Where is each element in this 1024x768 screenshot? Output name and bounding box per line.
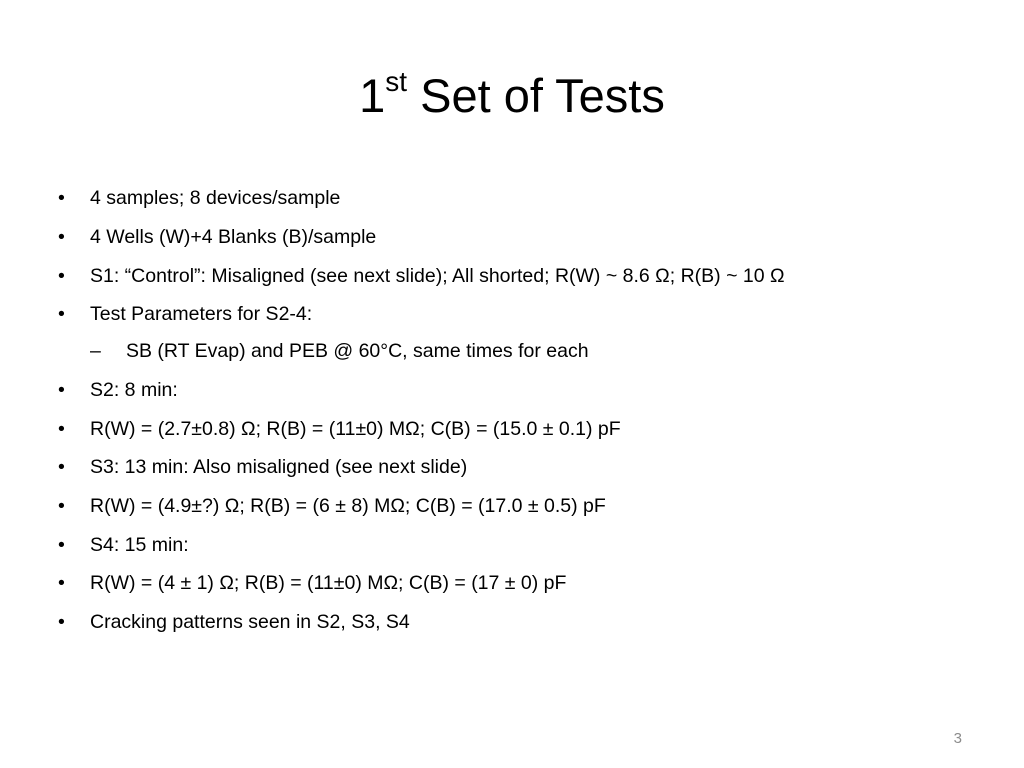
bullet-marker: • bbox=[58, 456, 65, 478]
bullet-marker: • bbox=[58, 611, 65, 633]
bullet-text: R(W) = (4 ± 1) Ω; R(B) = (11±0) MΩ; C(B) = (17 ± 0) pF bbox=[90, 572, 567, 594]
bullet-text: 4 Wells (W)+4 Blanks (B)/sample bbox=[90, 226, 377, 248]
bullet-text: S3: 13 min: Also misaligned (see next slide) bbox=[90, 456, 468, 478]
bullet-marker: • bbox=[58, 226, 65, 248]
bullet-text: Test Parameters for S2-4: bbox=[90, 303, 313, 325]
bullet-marker: • bbox=[58, 495, 65, 517]
bullet-marker: • bbox=[58, 418, 65, 440]
bullet-text: S2: 8 min: bbox=[90, 379, 178, 401]
slide-title-ordinal-suffix: st bbox=[385, 66, 408, 98]
bullet-marker: • bbox=[58, 303, 65, 325]
sub-bullet-text: SB (RT Evap) and PEB @ 60°C, same times for each bbox=[126, 340, 589, 362]
slide-title-number: 1 bbox=[359, 69, 386, 122]
slide-title-text: Set of Tests bbox=[407, 69, 665, 122]
bullet-text: Cracking patterns seen in S2, S3, S4 bbox=[90, 611, 410, 633]
bullet-marker: • bbox=[58, 265, 65, 287]
bullet-text: R(W) = (4.9±?) Ω; R(B) = (6 ± 8) MΩ; C(B) = (17.0 ± 0.5) pF bbox=[90, 495, 606, 517]
bullet-marker: • bbox=[58, 572, 65, 594]
bullet-text: S1: “Control”: Misaligned (see next slide); All shorted; R(W) ~ 8.6 Ω; R(B) ~ 10 Ω bbox=[90, 265, 785, 287]
bullet-text: R(W) = (2.7±0.8) Ω; R(B) = (11±0) MΩ; C(B) = (15.0 ± 0.1) pF bbox=[90, 418, 621, 440]
bullet-marker: • bbox=[58, 187, 65, 209]
bullet-marker: • bbox=[58, 534, 65, 556]
bullet-text: S4: 15 min: bbox=[90, 534, 189, 556]
page-number: 3 bbox=[953, 730, 962, 747]
sub-bullet-marker: – bbox=[90, 340, 101, 362]
bullet-marker: • bbox=[58, 379, 65, 401]
bullet-text: 4 samples; 8 devices/sample bbox=[90, 187, 341, 209]
